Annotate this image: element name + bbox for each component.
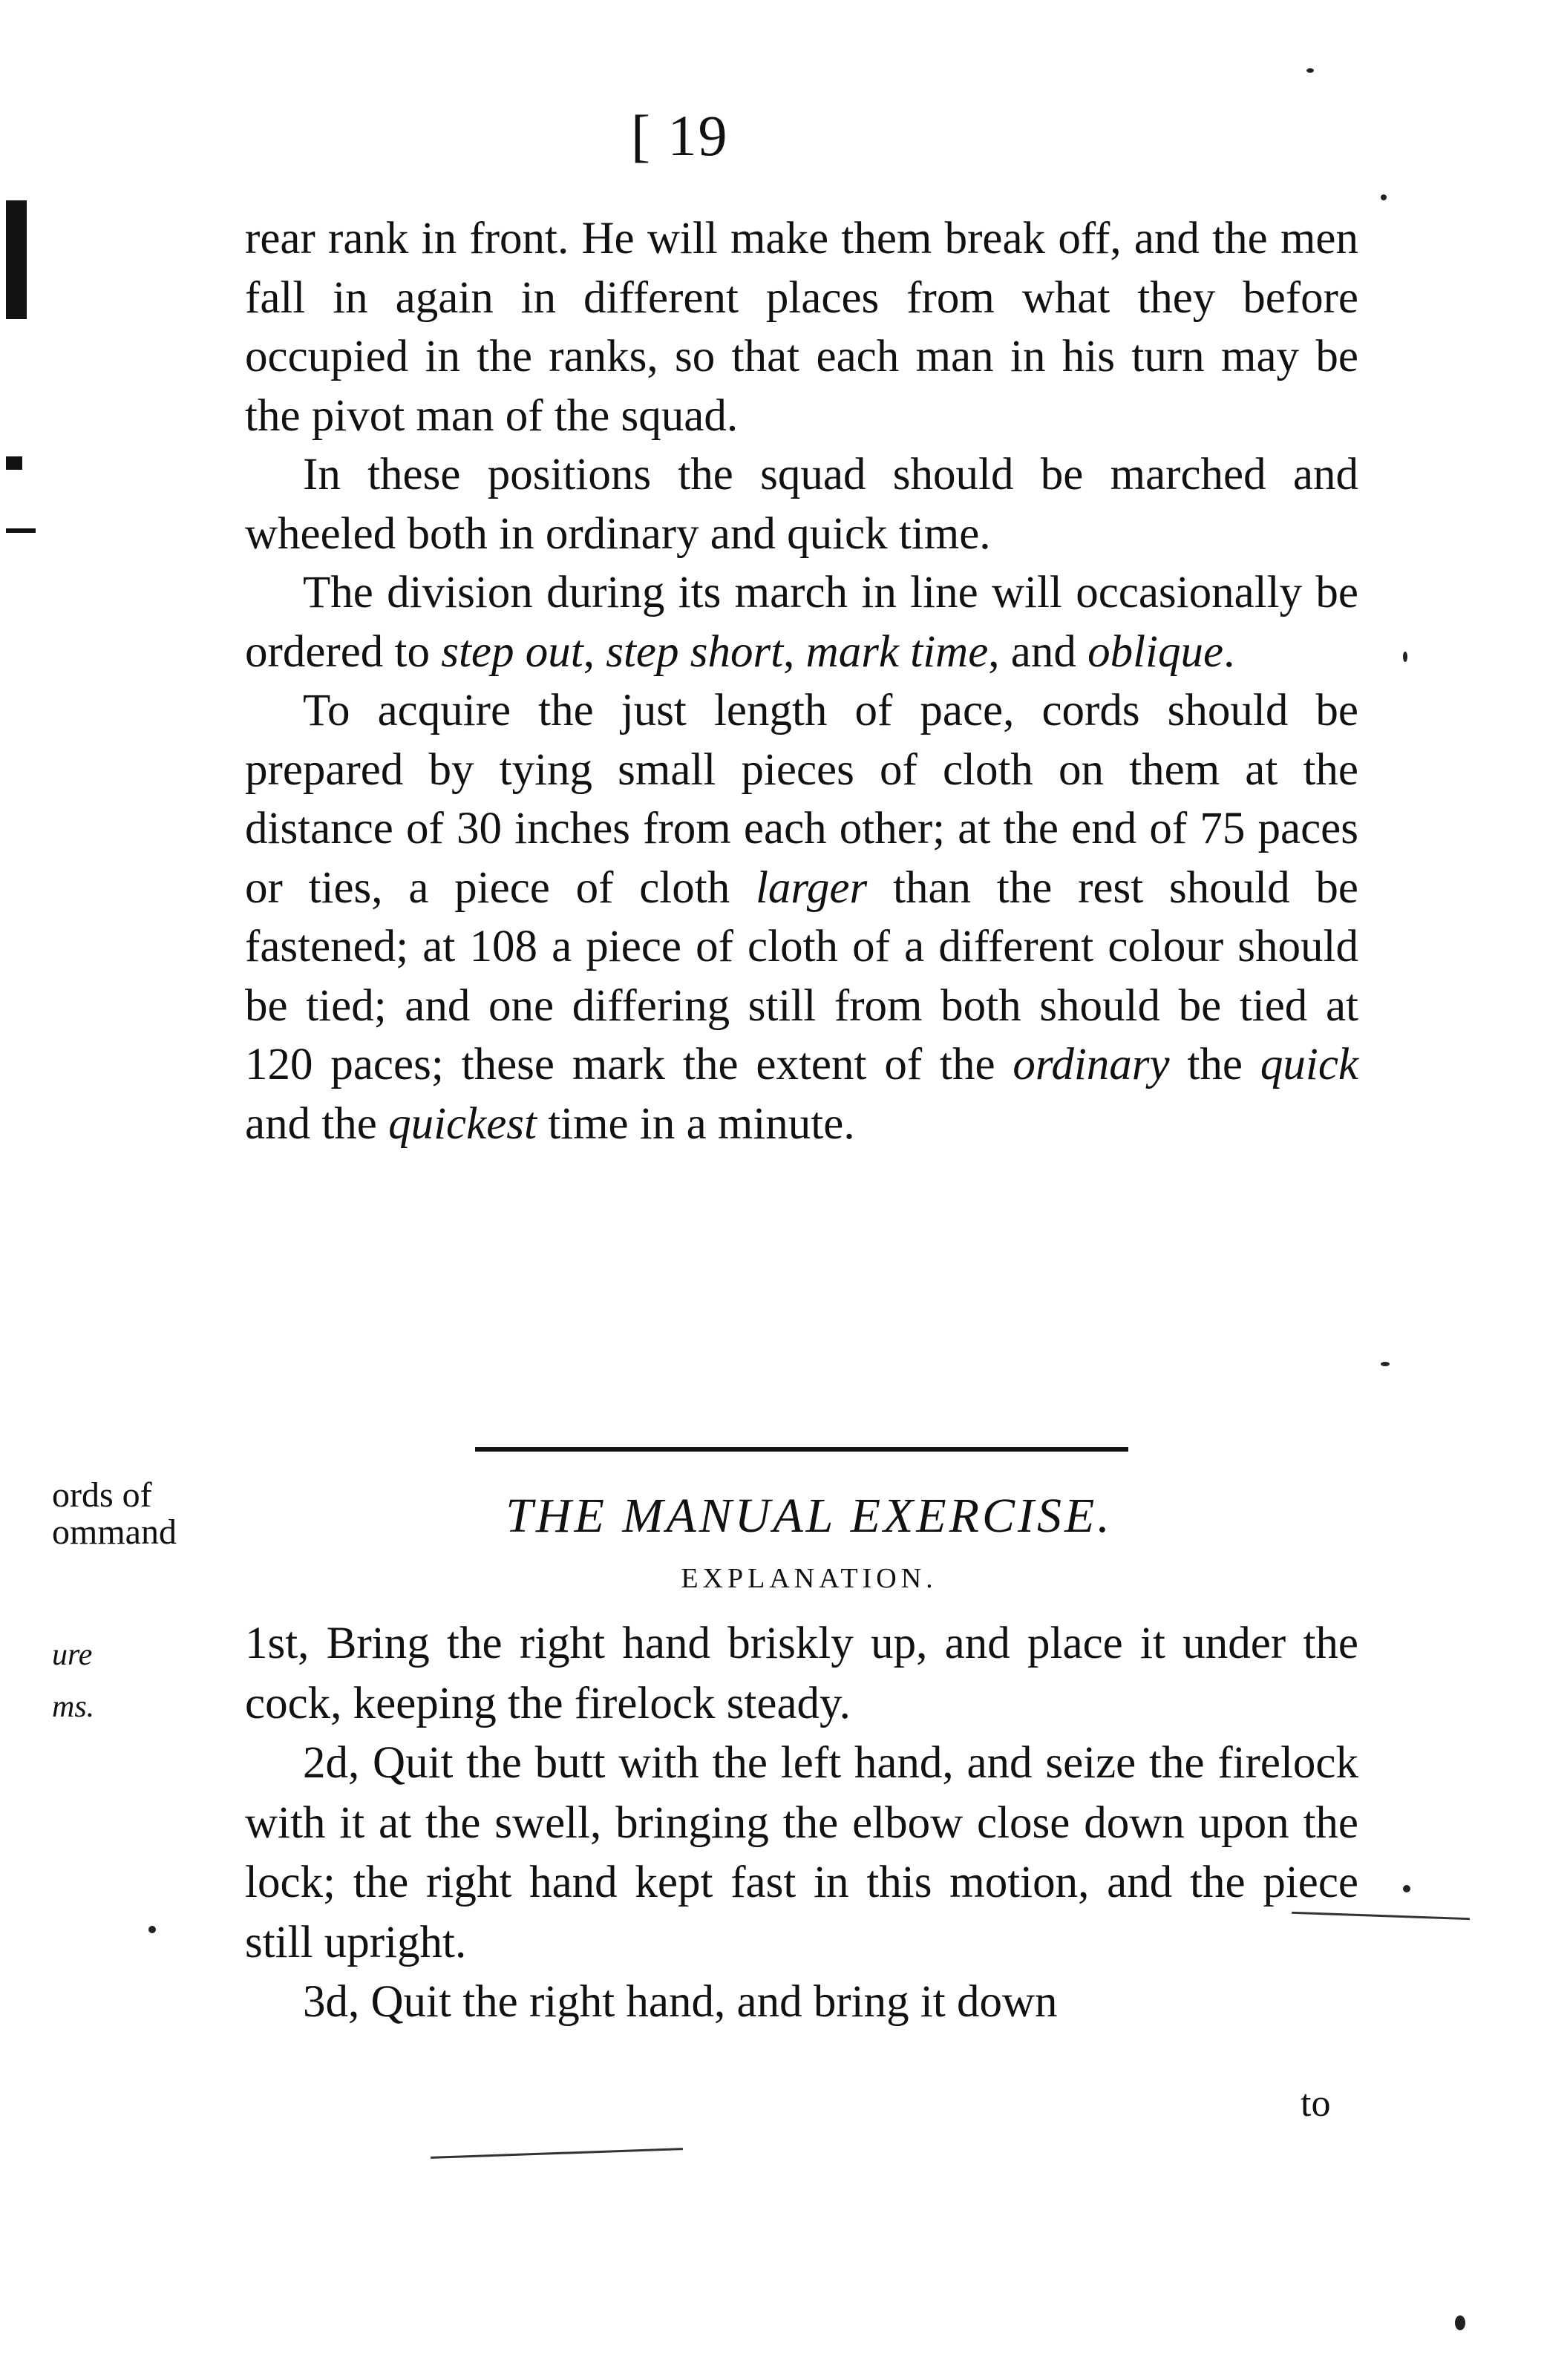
print-speck	[1306, 68, 1314, 73]
text-segment: rear rank in front. He will make them break off, and the men fall in again in different places from what they before occupied in the ranks, so that each man in his turn may be the pivot man of the squad.	[245, 214, 1358, 441]
text-segment: , and	[988, 626, 1088, 677]
margin-note-line: ords of	[52, 1475, 152, 1515]
text-segment: ,	[783, 626, 806, 677]
italic-text-segment: step out	[441, 626, 583, 677]
print-speck	[148, 1926, 156, 1933]
main-text-block	[245, 209, 1358, 1153]
text-segment: .	[1223, 626, 1235, 677]
margin-note-words-of-command	[52, 1477, 177, 1551]
section-subtitle: EXPLANATION.	[681, 1563, 938, 1594]
page-number: [ 19	[631, 103, 729, 168]
section-title: THE MANUAL EXERCISE.	[506, 1489, 1113, 1543]
paragraph-positions	[245, 445, 1358, 563]
italic-text-segment: mark time	[805, 626, 989, 677]
text-segment: To acquire the just length of pace, cords should be prepared by tying small pieces of cloth on them at the distance of 30 inches from each other; at the end of 75 paces or ties, a piece of cloth	[245, 686, 1358, 913]
print-speck	[1403, 1885, 1410, 1892]
explanation-third	[245, 1973, 1358, 2033]
text-segment: than the rest should be fastened; at 108 a piece of cloth of a different colour should be tied; and one differing still from both should be tied at 120 paces; these mark the extent of the	[245, 862, 1358, 1089]
italic-text-segment: ordinary	[1013, 1040, 1170, 1089]
text-segment: 1st, Bring the right hand briskly up, and place it under the cock, keeping the firelock steady.	[245, 1619, 1358, 1728]
margin-note-line: ure	[52, 1638, 93, 1672]
italic-text-segment: step short	[606, 626, 784, 677]
text-segment: The division during its march in line will occasionally be ordered to	[245, 568, 1358, 677]
text-segment: In these positions the squad should be marched and wheeled both in ordinary and quick time.	[245, 450, 1358, 559]
paragraph-cords	[245, 681, 1358, 1153]
print-scratch	[431, 2148, 683, 2159]
text-segment: time in a minute.	[536, 1098, 855, 1149]
text-segment: and the	[245, 1098, 389, 1149]
italic-text-segment: oblique	[1087, 626, 1224, 677]
print-speck	[1403, 652, 1407, 662]
paragraph-continued	[245, 209, 1358, 445]
explanation-second	[245, 1734, 1358, 1973]
paragraph-division	[245, 563, 1358, 681]
italic-text-segment: quick	[1260, 1040, 1358, 1089]
print-speck	[1455, 2315, 1465, 2330]
binding-margin-bar	[6, 200, 27, 319]
italic-text-segment: quickest	[388, 1098, 537, 1149]
text-segment: 3d, Quit the right hand, and bring it down	[303, 1977, 1058, 2027]
text-segment: 2d, Quit the butt with the left hand, and seize the firelock with it at the swell, bringing the elbow close down upon the lock; the right hand kept fast in this motion, and the piece still upright.	[245, 1738, 1358, 1967]
italic-text-segment: larger	[755, 862, 868, 913]
explanation-text-block	[245, 1614, 1358, 2033]
text-segment: the	[1169, 1040, 1260, 1089]
print-speck	[1381, 1362, 1390, 1366]
margin-note-line: ms.	[52, 1690, 95, 1724]
print-speck	[1381, 194, 1387, 200]
margin-note-italic	[52, 1629, 94, 1733]
margin-dash-mark	[6, 456, 22, 470]
explanation-first	[245, 1614, 1358, 1734]
catchword: to	[1301, 2082, 1331, 2125]
margin-note-line: ommand	[52, 1512, 177, 1552]
text-segment: ,	[583, 626, 606, 677]
section-divider-rule	[475, 1447, 1128, 1452]
margin-dash-mark	[6, 528, 36, 533]
